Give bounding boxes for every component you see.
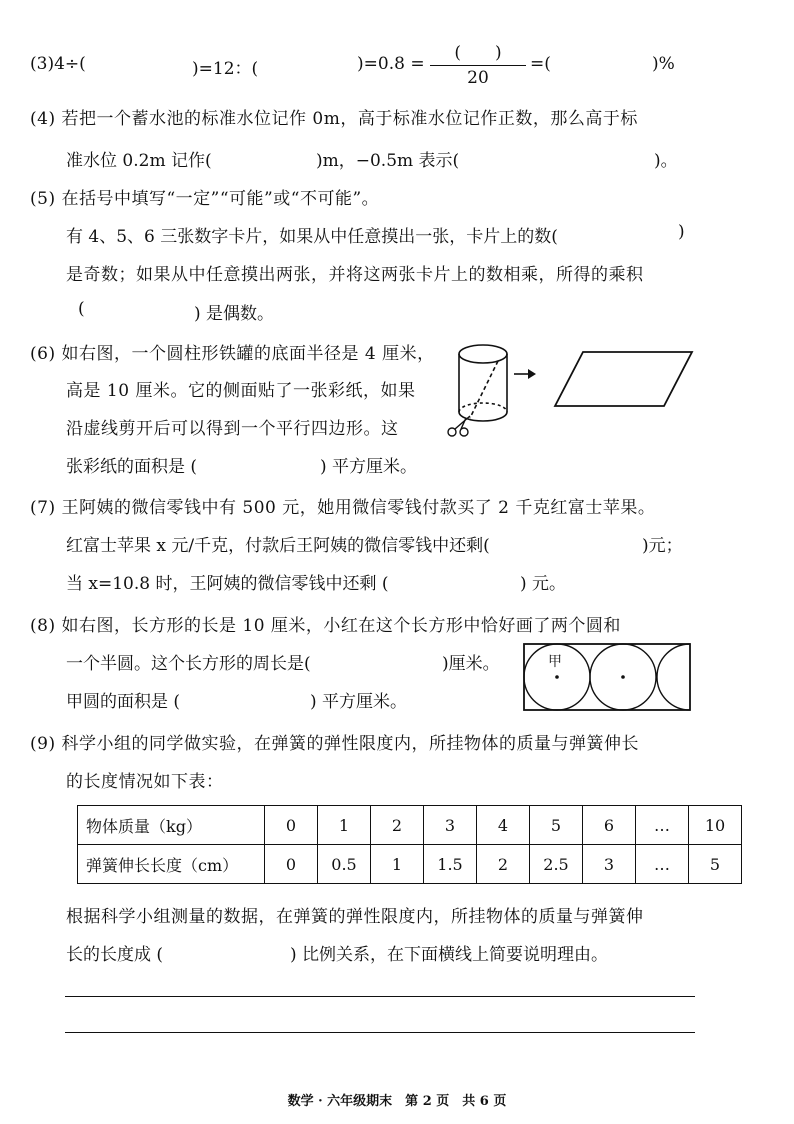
row-header-extension: 弹簧伸长长度（cm） [78,845,265,884]
table-cell: 2 [477,845,530,884]
table-cell: 3 [424,806,477,845]
q8-line3a: 甲圆的面积是 ( [66,692,181,712]
q5-line1: (5) 在括号中填写“一定”“可能”或“不可能”。 [30,189,380,209]
q6-line3: 沿虚线剪开后可以得到一个平行四边形。这 [66,419,399,439]
answer-line[interactable] [65,1032,695,1033]
table-cell: … [636,845,689,884]
q3-part4: =( [530,54,551,74]
answer-line[interactable] [65,996,695,997]
q6-line2: 高是 10 厘米。它的侧面贴了一张彩纸，如果 [66,381,416,401]
q9-line4a: 长的长度成 ( [66,945,164,965]
table-cell: 5 [689,845,742,884]
semicircle [657,644,690,710]
q6-line4a: 张彩纸的面积是 ( [66,457,198,477]
cylinder-figure [440,330,710,450]
q9-line3: 根据科学小组测量的数据，在弹簧的弹性限度内，所挂物体的质量与弹簧伸 [66,907,644,927]
table-row [78,806,742,845]
q8-line2b: )厘米。 [442,654,500,674]
q4-line2a: 准水位 0.2m 记作( [66,151,212,171]
row-header-mass: 物体质量（kg） [78,806,265,845]
table-cell: 0.5 [318,845,371,884]
q3-fraction [430,38,526,88]
q4-line2c: )。 [654,151,678,171]
table-cell: 0 [265,845,318,884]
q9-line2: 的长度情况如下表： [66,772,224,792]
table-cell: 1 [371,845,424,884]
q6-line4b: ) 平方厘米。 [320,457,418,477]
q5-line2b: ) [678,222,685,242]
table-cell: 6 [583,806,636,845]
table-cell: 4 [477,806,530,845]
q7-line1: (7) 王阿姨的微信零钱中有 500 元，她用微信零钱付款买了 2 千克红富士苹果。 [30,498,656,518]
q7-line3a: 当 x=10.8 时，王阿姨的微信零钱中还剩 ( [66,574,389,594]
q4-line1: (4) 若把一个蓄水池的标准水位记作 0m，高于标准水位记作正数，那么高于标 [30,109,638,129]
q8-line2a: 一个半圆。这个长方形的周长是( [66,654,311,674]
scissors-icon [448,416,470,436]
table-cell: 0 [265,806,318,845]
parallelogram [555,352,692,406]
center-dot [621,675,625,679]
q3-part5: )% [652,54,675,74]
q5-line4a: ( [78,299,85,319]
table-cell: … [636,806,689,845]
q7-line2b: )元； [642,536,683,556]
table-cell: 3 [583,845,636,884]
q3-part3: )=0.8 = [357,54,425,74]
q4-line2b: )m，−0.5m 表示( [316,151,460,171]
q3-part2: )=12：( [192,59,259,79]
q9-line4b: ) 比例关系，在下面横线上简要说明理由。 [290,945,609,965]
table-cell: 1.5 [424,845,477,884]
q7-line3b: ) 元。 [520,574,567,594]
q3-numerator: ( ) [454,43,502,63]
q5-line4b: ) 是偶数。 [194,304,275,324]
cylinder [459,345,507,421]
mass-extension-table [77,805,742,884]
table-cell: 1 [318,806,371,845]
q5-line2a: 有 4、5、6 三张数字卡片，如果从中任意摸出一张，卡片上的数( [66,227,558,247]
q3-denominator: 20 [467,68,489,88]
q8-line3b: ) 平方厘米。 [310,692,408,712]
circle-jia-label: 甲 [548,654,562,670]
q3-part1: (3)4÷( [30,54,86,74]
table-cell: 5 [530,806,583,845]
table-cell: 2.5 [530,845,583,884]
table-cell: 2 [371,806,424,845]
fraction-bar [430,65,526,66]
q9-line1: (9) 科学小组的同学做实验，在弹簧的弹性限度内，所挂物体的质量与弹簧伸长 [30,734,639,754]
table-cell: 10 [689,806,742,845]
table-row [78,845,742,884]
q6-line1: (6) 如右图，一个圆柱形铁罐的底面半径是 4 厘米， [30,344,435,364]
center-dot [555,675,559,679]
q5-line3: 是奇数；如果从中任意摸出两张，并将这两张卡片上的数相乘，所得的乘积 [66,265,644,285]
q8-line1: (8) 如右图，长方形的长是 10 厘米，小红在这个长方形中恰好画了两个圆和 [30,616,621,636]
arrow-right-icon [514,369,536,379]
q7-line2a: 红富士苹果 x 元/千克，付款后王阿姨的微信零钱中还剩( [66,536,490,556]
rectangle-circles-figure [520,640,700,715]
page-footer: 数学 · 六年级期末 第 2 页 共 6 页 [287,1094,507,1109]
